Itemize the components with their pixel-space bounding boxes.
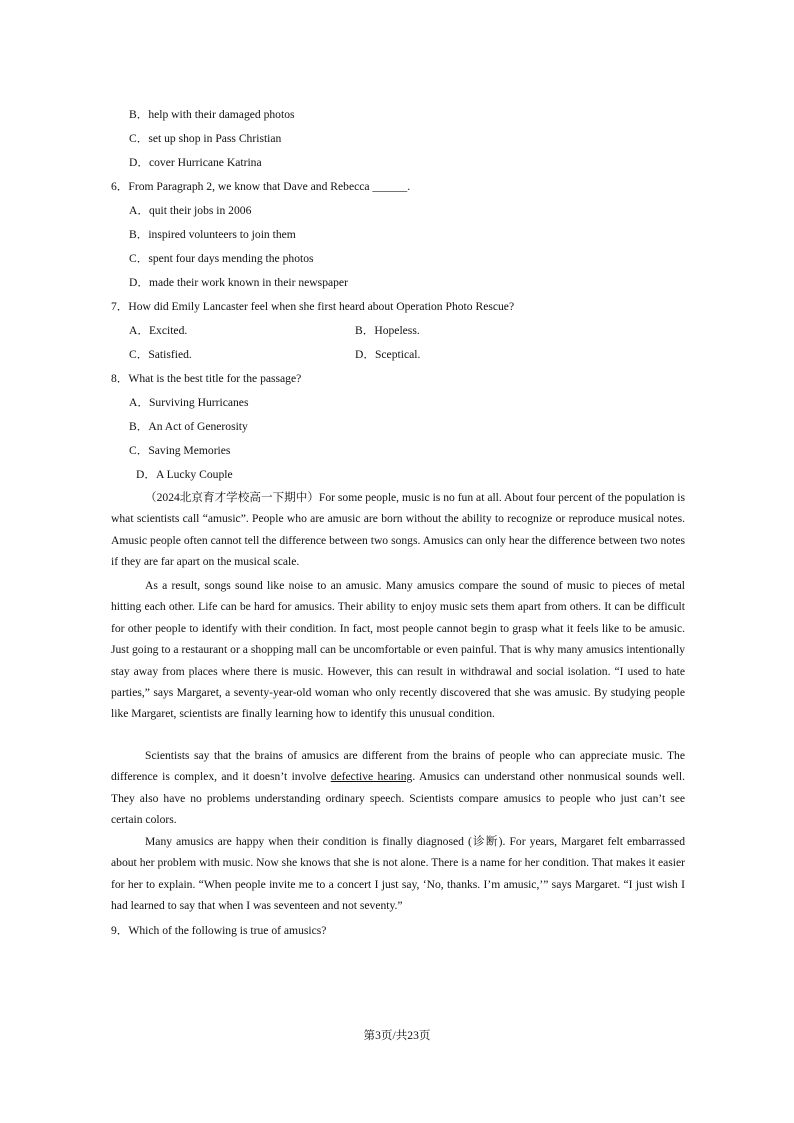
passage-paragraph-1	[111, 487, 685, 573]
q8-stem: 8．What is the best title for the passage?	[111, 372, 302, 385]
q6-option-c: C．spent four days mending the photos	[129, 252, 314, 265]
q5-option-c: C．set up shop in Pass Christian	[129, 132, 282, 145]
q6-option-d: D．made their work known in their newspaper	[129, 276, 348, 289]
q6-option-b: B．inspired volunteers to join them	[129, 228, 296, 241]
passage-paragraph-3-text-before: Scientists say that the brains of amusics are different from the brains of people who can appreciate music. The difference is complex, and it doesn’t involve	[111, 749, 685, 784]
q7-option-a: A．Excited.	[129, 324, 188, 337]
q7-option-b: B．Hopeless.	[355, 324, 420, 337]
q8-option-a: A．Surviving Hurricanes	[129, 396, 249, 409]
passage-paragraph-1-text: （2024北京育才学校高一下期中）For some people, music is no fun at all. About four percent of the population is what scientists call “amusic”. People who are amusic are born without the ability to recognize or reproduce musical notes. Amusic people often cannot tell the difference between two songs. Amusics can only hear the difference between two notes if they are far apart on the musical scale.	[111, 491, 686, 569]
underlined-phrase: defective hearing	[330, 770, 413, 784]
passage-paragraph-3	[111, 745, 685, 831]
q8-option-c: C．Saving Memories	[129, 444, 231, 457]
q9-stem: 9．Which of the following is true of amusics?	[111, 924, 327, 937]
q8-option-b: B．An Act of Generosity	[129, 420, 248, 433]
q6-stem: 6．From Paragraph 2, we know that Dave and Rebecca ______.	[111, 180, 411, 193]
q7-option-d: D．Sceptical.	[355, 348, 421, 361]
q5-option-d: D．cover Hurricane Katrina	[129, 156, 262, 169]
passage-paragraph-3-text-after: . Amusics can understand other nonmusical sounds well. They also have no problems understanding ordinary speech. Scientists compare amusics to people who just can’t see certain colors.	[111, 770, 685, 827]
q7-stem: 7．How did Emily Lancaster feel when she first heard about Operation Photo Rescue?	[111, 300, 515, 313]
passage-paragraph-4	[111, 831, 685, 917]
q8-option-d: D．A Lucky Couple	[136, 468, 233, 481]
q6-option-a: A．quit their jobs in 2006	[129, 204, 252, 217]
q5-option-b: B．help with their damaged photos	[129, 108, 295, 121]
page-number-footer: 第3页/共23页	[363, 1029, 431, 1042]
passage-paragraph-2-text: As a result, songs sound like noise to an amusic. Many amusics compare the sound of music to pieces of metal hitting each other. Life can be hard for amusics. Their ability to enjoy music sets them apart from others. It can be difficult for other people to identify with their condition. In fact, most people cannot begin to grasp what it feels like to be amusic. Just going to a restaurant or a shopping mall can be uncomfortable or even painful. That is why many amusics intentionally stay away from places where there is music. However, this can result in withdrawal and social isolation. “I used to hate parties,” says Margaret, a seventy-year-old woman who only recently discovered that she was amusic. By studying people like Margaret, scientists are finally learning how to identify this unusual condition.	[111, 579, 685, 721]
q7-option-c: C．Satisfied.	[129, 348, 192, 361]
passage-paragraph-2	[111, 575, 685, 725]
passage-paragraph-4-text: Many amusics are happy when their condition is finally diagnosed (诊断). For years, Margaret felt embarrassed about her problem with music. Now she knows that she is not alone. There is a name for her condition. That makes it easier for her to explain. “When people invite me to a concert I just say, ‘No, thanks. I’m amusic,’” says Margaret. “I just wish I had learned to say that when I was seventeen and not seventy.”	[111, 835, 685, 913]
